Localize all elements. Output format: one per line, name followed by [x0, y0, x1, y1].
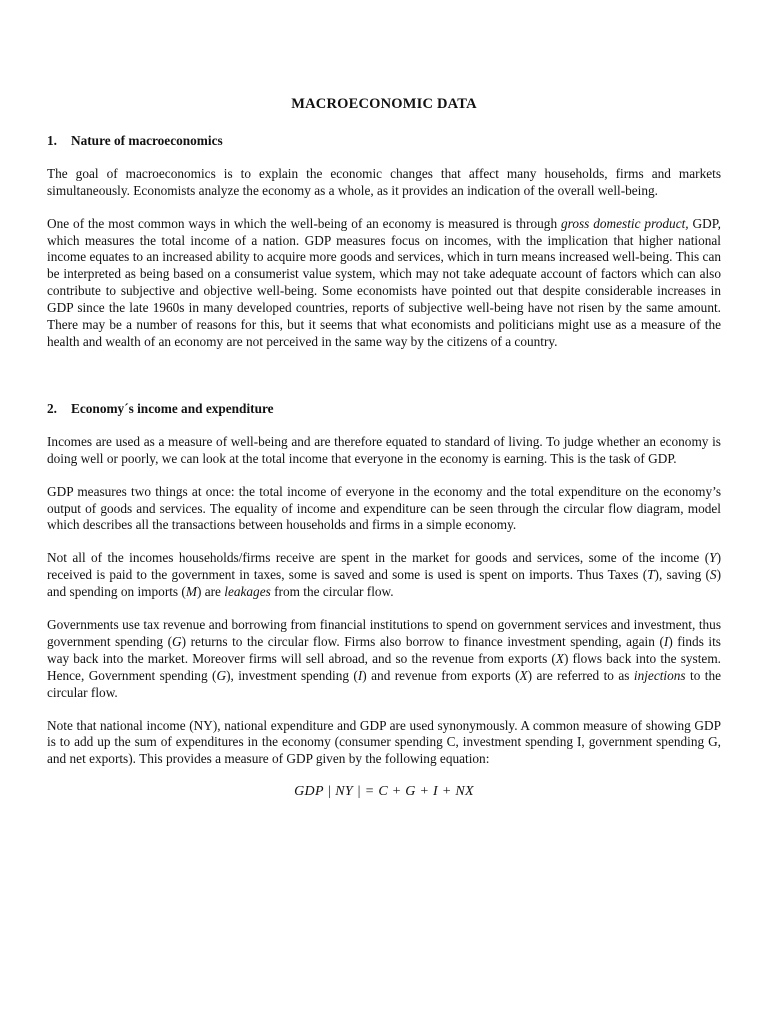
paragraph-text: ) finds its way back into the market. Moreover firms will sell abroad, and so the revenue from exports (: [47, 633, 721, 666]
section-1-number: 1.: [47, 132, 57, 148]
section-2-heading: [47, 401, 721, 418]
section-1-heading: [47, 133, 721, 150]
paragraph-text: to the circular flow.: [47, 667, 721, 700]
paragraph-text: ), saving (: [654, 567, 710, 583]
section-2-paragraph-1: Incomes are used as a measure of well-being and are therefore equated to standard of living. To judge whether an economy is doing well or poorly, we can look at the total income that everyone in the economy is earning. This is the task of GDP.: [47, 433, 721, 466]
term-injections: injections: [633, 667, 686, 683]
symbol-s: S: [709, 567, 717, 583]
spacer: [47, 367, 721, 401]
paragraph-text: ) received is paid to the government in taxes, some is saved and some is used is spent on imports. Thus Taxes (: [47, 550, 721, 583]
section-1-title: Nature of macroeconomics: [71, 132, 223, 148]
symbol-x: X: [519, 667, 528, 683]
section-1-paragraph-2: [47, 216, 721, 351]
term-leakages: leakages: [224, 584, 271, 600]
paragraph-text: ) and revenue from exports (: [362, 667, 520, 683]
symbol-g: G: [216, 667, 227, 683]
paragraph-text: Governments use tax revenue and borrowing from financial institutions to spend on government services and investment, thus government spending (: [47, 617, 721, 649]
term-gdp: gross domestic product,: [561, 215, 689, 231]
paragraph-text: ) flows back into the system. Hence, Government spending (: [47, 650, 721, 683]
symbol-x: X: [555, 650, 564, 666]
section-2-title: Economy´s income and expenditure: [71, 400, 274, 416]
symbol-g: G: [172, 633, 182, 649]
paragraph-text: GDP, which measures the total income of a nation. GDP measures focus on incomes, with the implication that higher national income equates to an increased ability to acquire more goods and services, which in turn means increased well-being. This can be interpreted as being based on a consumerist value system, which may not take adequate account of factors which can also contribute to subjective and objective well-being. Some economists have pointed out that despite considerable increases in GDP since the late 1960s in many developed countries, reports of subjective well-being have not risen by the same amount. There may be a number of reasons for this, but it seems that what economists and politicians might use as a measure of the health and wealth of an economy are not perceived in the same way by the citizens of a country.: [47, 215, 721, 349]
paragraph-text: One of the most common ways in which the well-being of an economy is measured is through: [47, 215, 562, 231]
section-1-paragraph-1: The goal of macroeconomics is to explain the economic changes that affect many households, firms and markets simultaneously. Economists analyze the economy as a whole, as it provides an indication of the overall well-being.: [47, 165, 721, 198]
section-2-paragraph-2: GDP measures two things at once: the total income of everyone in the economy and the total expenditure on the economy’s output of goods and services. The equality of income and expenditure can be seen through the circular flow diagram, model which describes all the transactions between households and firms in a simple economy.: [47, 483, 721, 533]
gdp-equation: GDP | NY | = C + G + I + NX: [294, 784, 474, 800]
paragraph-text: ) are: [196, 584, 225, 600]
symbol-y: Y: [709, 550, 717, 566]
section-2-number: 2.: [47, 400, 57, 416]
paragraph-text: ) and spending on imports (: [47, 567, 722, 600]
document-page: [47, 96, 721, 801]
symbol-m: M: [185, 584, 197, 600]
paragraph-text: ) returns to the circular flow. Firms also borrow to finance investment spending, again (: [181, 633, 664, 649]
paragraph-text: ), investment spending (: [226, 667, 358, 683]
symbol-i: I: [357, 667, 363, 683]
section-2-paragraph-4: [47, 617, 721, 702]
section-2-paragraph-3: [47, 550, 721, 601]
paragraph-text: ) are referred to as: [527, 667, 634, 683]
paragraph-text: Not all of the incomes households/firms receive are spent in the market for goods and services, some of the income (: [47, 550, 710, 566]
section-2-paragraph-5: Note that national income (NY), national expenditure and GDP are used synonymously. A common measure of showing GDP is to add up the sum of expenditures in the economy (consumer spending C, investment spending I, government spending G, and net exports). This provides a measure of GDP given by the following equation:: [47, 717, 721, 767]
symbol-i: I: [663, 633, 669, 649]
symbol-t: T: [647, 567, 655, 583]
paragraph-text: from the circular flow.: [270, 584, 394, 600]
document-title: MACROECONOMIC DATA: [291, 96, 477, 112]
